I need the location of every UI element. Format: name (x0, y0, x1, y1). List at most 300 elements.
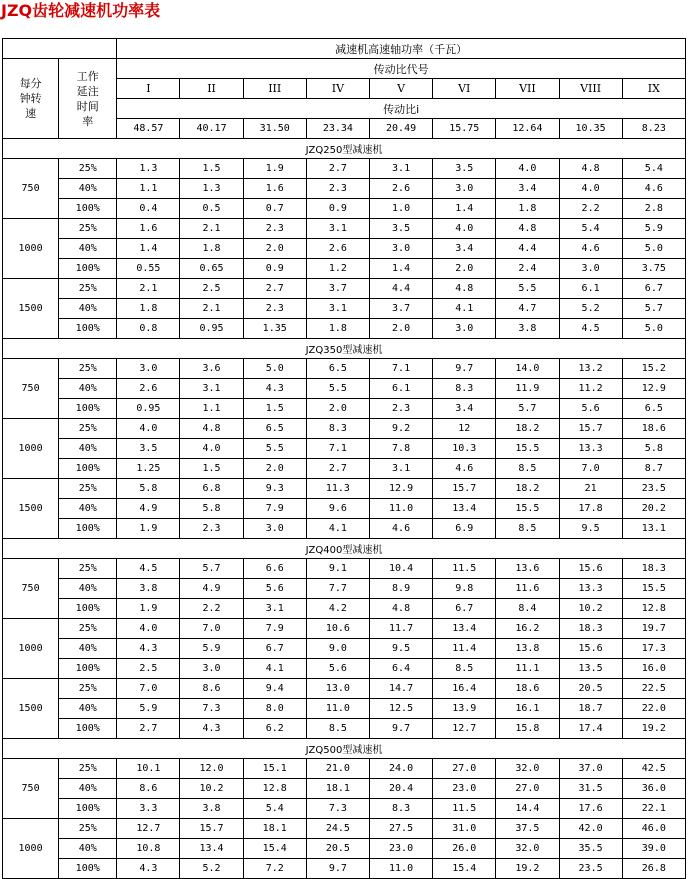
duty-cell: 40% (59, 579, 117, 599)
power-value-cell: 21 (559, 479, 622, 499)
power-value-cell: 11.4 (433, 639, 496, 659)
duty-cell: 25% (59, 679, 117, 699)
power-value-cell: 4.9 (180, 579, 243, 599)
power-value-cell: 11.0 (306, 699, 369, 719)
power-value-cell: 13.5 (559, 659, 622, 679)
power-value-cell: 3.75 (622, 259, 685, 279)
power-value-cell: 15.7 (559, 419, 622, 439)
power-value-cell: 4.1 (243, 659, 306, 679)
power-value-cell: 5.0 (243, 359, 306, 379)
power-value-cell: 5.9 (622, 219, 685, 239)
power-value-cell: 3.7 (306, 279, 369, 299)
duty-cell: 40% (59, 839, 117, 859)
power-value-cell: 11.7 (369, 619, 432, 639)
power-value-cell: 31.0 (433, 819, 496, 839)
power-value-cell: 6.4 (369, 659, 432, 679)
power-value-cell: 8.7 (622, 459, 685, 479)
power-value-cell: 1.0 (369, 199, 432, 219)
power-value-cell: 13.8 (496, 639, 559, 659)
ratio-value-cell: 10.35 (559, 119, 622, 139)
power-value-cell: 8.3 (433, 379, 496, 399)
rpm-cell: 750 (3, 759, 59, 819)
power-value-cell: 7.7 (306, 579, 369, 599)
rpm-cell: 1000 (3, 419, 59, 479)
power-value-cell: 8.4 (496, 599, 559, 619)
power-value-cell: 6.2 (243, 719, 306, 739)
power-value-cell: 1.6 (243, 179, 306, 199)
power-title: 减速机高速轴功率（千瓦） (117, 39, 686, 59)
power-value-cell: 11.0 (369, 499, 432, 519)
duty-cell: 40% (59, 179, 117, 199)
ratio-value-cell: 48.57 (117, 119, 180, 139)
power-value-cell: 17.3 (622, 639, 685, 659)
power-value-cell: 8.6 (117, 779, 180, 799)
duty-cell: 25% (59, 479, 117, 499)
power-value-cell: 2.3 (180, 519, 243, 539)
page-title: JZQ齿轮减速机功率表 (1, 1, 161, 20)
power-value-cell: 1.3 (180, 179, 243, 199)
table-row (3, 479, 686, 499)
power-value-cell: 12.0 (180, 759, 243, 779)
duty-cell: 100% (59, 199, 117, 219)
ratio-code-cell: I (117, 79, 180, 99)
power-value-cell: 15.7 (433, 479, 496, 499)
power-value-cell: 2.7 (306, 159, 369, 179)
power-value-cell: 20.2 (622, 499, 685, 519)
power-value-cell: 15.5 (496, 439, 559, 459)
power-value-cell: 3.4 (496, 179, 559, 199)
table-row (3, 819, 686, 839)
power-value-cell: 9.2 (369, 419, 432, 439)
power-value-cell: 4.0 (496, 159, 559, 179)
power-value-cell: 4.0 (117, 619, 180, 639)
power-value-cell: 21.0 (306, 759, 369, 779)
power-value-cell: 15.6 (559, 639, 622, 659)
power-value-cell: 9.1 (306, 559, 369, 579)
duty-cell: 100% (59, 259, 117, 279)
power-value-cell: 15.4 (433, 859, 496, 879)
power-value-cell: 18.2 (496, 479, 559, 499)
power-value-cell: 20.4 (369, 779, 432, 799)
duty-cell: 25% (59, 819, 117, 839)
power-value-cell: 3.8 (496, 319, 559, 339)
power-value-cell: 8.9 (369, 579, 432, 599)
duty-cell: 40% (59, 639, 117, 659)
table-row (3, 699, 686, 719)
power-value-cell: 2.1 (117, 279, 180, 299)
power-value-cell: 5.6 (559, 399, 622, 419)
power-value-cell: 4.0 (433, 219, 496, 239)
power-value-cell: 4.1 (433, 299, 496, 319)
power-value-cell: 16.4 (433, 679, 496, 699)
power-value-cell: 1.5 (243, 399, 306, 419)
rpm-cell: 750 (3, 159, 59, 219)
power-value-cell: 2.0 (243, 459, 306, 479)
power-value-cell: 5.7 (622, 299, 685, 319)
power-value-cell: 4.8 (496, 219, 559, 239)
power-value-cell: 10.4 (369, 559, 432, 579)
power-value-cell: 7.3 (306, 799, 369, 819)
power-value-cell: 14.7 (369, 679, 432, 699)
table-row (3, 799, 686, 819)
power-value-cell: 11.5 (433, 559, 496, 579)
power-value-cell: 3.1 (369, 159, 432, 179)
power-value-cell: 18.2 (496, 419, 559, 439)
duty-cell: 25% (59, 219, 117, 239)
power-value-cell: 11.1 (496, 659, 559, 679)
power-value-cell: 1.25 (117, 459, 180, 479)
power-value-cell: 12 (433, 419, 496, 439)
power-value-cell: 22.1 (622, 799, 685, 819)
power-value-cell: 8.5 (433, 659, 496, 679)
power-value-cell: 4.8 (559, 159, 622, 179)
power-value-cell: 9.5 (559, 519, 622, 539)
power-value-cell: 1.8 (117, 299, 180, 319)
power-value-cell: 3.0 (180, 659, 243, 679)
power-value-cell: 23.5 (559, 859, 622, 879)
power-value-cell: 3.1 (306, 299, 369, 319)
power-value-cell: 8.5 (496, 459, 559, 479)
power-value-cell: 3.0 (117, 359, 180, 379)
power-value-cell: 5.7 (496, 399, 559, 419)
power-value-cell: 2.0 (369, 319, 432, 339)
power-value-cell: 4.7 (496, 299, 559, 319)
power-value-cell: 8.3 (369, 799, 432, 819)
power-value-cell: 4.1 (306, 519, 369, 539)
power-value-cell: 10.1 (117, 759, 180, 779)
power-value-cell: 3.8 (180, 799, 243, 819)
power-value-cell: 9.7 (433, 359, 496, 379)
table-row (3, 499, 686, 519)
power-value-cell: 5.4 (559, 219, 622, 239)
power-value-cell: 0.7 (243, 199, 306, 219)
power-value-cell: 20.5 (559, 679, 622, 699)
power-value-cell: 0.5 (180, 199, 243, 219)
power-value-cell: 3.7 (369, 299, 432, 319)
duty-cell: 100% (59, 799, 117, 819)
power-value-cell: 35.5 (559, 839, 622, 859)
table-row (3, 639, 686, 659)
power-value-cell: 2.1 (180, 299, 243, 319)
power-value-cell: 2.2 (559, 199, 622, 219)
power-value-cell: 2.3 (369, 399, 432, 419)
power-value-cell: 4.3 (243, 379, 306, 399)
duty-cell: 40% (59, 499, 117, 519)
rpm-cell: 750 (3, 359, 59, 419)
power-value-cell: 24.0 (369, 759, 432, 779)
power-value-cell: 14.0 (496, 359, 559, 379)
duty-header: 工作延注时间率 (59, 59, 117, 139)
power-value-cell: 26.8 (622, 859, 685, 879)
power-value-cell: 1.4 (369, 259, 432, 279)
power-value-cell: 2.5 (180, 279, 243, 299)
power-value-cell: 19.2 (622, 719, 685, 739)
power-value-cell: 4.3 (117, 859, 180, 879)
ratio-value-cell: 20.49 (369, 119, 432, 139)
power-value-cell: 5.8 (117, 479, 180, 499)
power-value-cell: 5.7 (180, 559, 243, 579)
power-value-cell: 46.0 (622, 819, 685, 839)
table-row (3, 459, 686, 479)
duty-cell: 100% (59, 659, 117, 679)
table-row (3, 659, 686, 679)
duty-cell: 100% (59, 319, 117, 339)
power-value-cell: 4.9 (117, 499, 180, 519)
power-value-cell: 1.35 (243, 319, 306, 339)
power-value-cell: 2.3 (243, 299, 306, 319)
power-value-cell: 17.6 (559, 799, 622, 819)
power-value-cell: 12.7 (117, 819, 180, 839)
power-value-cell: 7.1 (369, 359, 432, 379)
duty-cell: 40% (59, 439, 117, 459)
power-value-cell: 0.9 (243, 259, 306, 279)
power-value-cell: 6.6 (243, 559, 306, 579)
power-value-cell: 42.5 (622, 759, 685, 779)
power-value-cell: 31.5 (559, 779, 622, 799)
power-value-cell: 10.2 (559, 599, 622, 619)
power-value-cell: 2.0 (433, 259, 496, 279)
table-row (3, 299, 686, 319)
duty-cell: 100% (59, 459, 117, 479)
ratio-code-label: 传动比代号 (117, 59, 686, 79)
power-value-cell: 2.6 (306, 239, 369, 259)
power-value-cell: 18.7 (559, 699, 622, 719)
power-value-cell: 13.6 (496, 559, 559, 579)
power-value-cell: 18.3 (559, 619, 622, 639)
rpm-cell: 1000 (3, 219, 59, 279)
power-value-cell: 3.8 (117, 579, 180, 599)
power-value-cell: 5.4 (622, 159, 685, 179)
power-value-cell: 10.8 (117, 839, 180, 859)
power-value-cell: 12.8 (622, 599, 685, 619)
power-value-cell: 15.1 (243, 759, 306, 779)
power-value-cell: 9.4 (243, 679, 306, 699)
ratio-code-cell: VII (496, 79, 559, 99)
table-row (3, 399, 686, 419)
power-value-cell: 4.6 (369, 519, 432, 539)
power-value-cell: 6.8 (180, 479, 243, 499)
power-value-cell: 12.9 (622, 379, 685, 399)
power-value-cell: 9.8 (433, 579, 496, 599)
ratio-value-cell: 15.75 (433, 119, 496, 139)
power-value-cell: 2.3 (306, 179, 369, 199)
ratio-value-cell: 12.64 (496, 119, 559, 139)
table-row (3, 279, 686, 299)
power-value-cell: 15.8 (496, 719, 559, 739)
power-value-cell: 4.3 (117, 639, 180, 659)
power-value-cell: 2.7 (117, 719, 180, 739)
ratio-code-cell: IV (306, 79, 369, 99)
power-value-cell: 13.0 (306, 679, 369, 699)
power-value-cell: 4.6 (433, 459, 496, 479)
power-value-cell: 9.7 (306, 859, 369, 879)
power-value-cell: 1.5 (180, 459, 243, 479)
power-value-cell: 6.5 (622, 399, 685, 419)
power-value-cell: 8.5 (306, 719, 369, 739)
power-value-cell: 15.5 (622, 579, 685, 599)
rpm-cell: 1500 (3, 679, 59, 739)
power-value-cell: 5.5 (496, 279, 559, 299)
power-value-cell: 7.2 (243, 859, 306, 879)
power-value-cell: 3.4 (433, 399, 496, 419)
power-value-cell: 5.8 (622, 439, 685, 459)
rpm-cell: 1500 (3, 279, 59, 339)
power-value-cell: 3.0 (433, 179, 496, 199)
ratio-value-cell: 23.34 (306, 119, 369, 139)
power-value-cell: 4.6 (559, 239, 622, 259)
power-value-cell: 1.2 (306, 259, 369, 279)
power-value-cell: 11.9 (496, 379, 559, 399)
power-value-cell: 3.3 (117, 799, 180, 819)
power-value-cell: 6.7 (433, 599, 496, 619)
power-value-cell: 1.1 (180, 399, 243, 419)
power-value-cell: 4.0 (559, 179, 622, 199)
power-value-cell: 13.3 (559, 439, 622, 459)
power-value-cell: 7.0 (117, 679, 180, 699)
power-value-cell: 3.0 (243, 519, 306, 539)
power-value-cell: 0.55 (117, 259, 180, 279)
power-value-cell: 12.9 (369, 479, 432, 499)
section-title: JZQ400型减速机 (3, 539, 686, 559)
power-value-cell: 2.7 (243, 279, 306, 299)
power-value-cell: 4.5 (559, 319, 622, 339)
table-row (3, 719, 686, 739)
section-title: JZQ350型减速机 (3, 339, 686, 359)
power-value-cell: 4.5 (117, 559, 180, 579)
power-value-cell: 1.6 (117, 219, 180, 239)
power-value-cell: 23.0 (433, 779, 496, 799)
power-value-cell: 7.1 (306, 439, 369, 459)
power-value-cell: 4.6 (622, 179, 685, 199)
power-value-cell: 36.0 (622, 779, 685, 799)
power-value-cell: 37.0 (559, 759, 622, 779)
power-value-cell: 5.9 (117, 699, 180, 719)
power-value-cell: 3.0 (433, 319, 496, 339)
power-value-cell: 13.4 (433, 499, 496, 519)
power-value-cell: 5.5 (306, 379, 369, 399)
power-value-cell: 37.5 (496, 819, 559, 839)
power-value-cell: 3.0 (369, 239, 432, 259)
table-row (3, 179, 686, 199)
table-row (3, 599, 686, 619)
power-value-cell: 7.9 (243, 499, 306, 519)
power-value-cell: 9.6 (306, 499, 369, 519)
power-value-cell: 4.2 (306, 599, 369, 619)
rpm-cell: 1000 (3, 619, 59, 679)
power-value-cell: 4.8 (369, 599, 432, 619)
duty-cell: 25% (59, 559, 117, 579)
power-value-cell: 10.6 (306, 619, 369, 639)
power-value-cell: 3.1 (243, 599, 306, 619)
ratio-label: 传动比i (117, 99, 686, 119)
power-value-cell: 4.8 (433, 279, 496, 299)
ratio-code-cell: VI (433, 79, 496, 99)
power-value-cell: 22.0 (622, 699, 685, 719)
power-value-cell: 8.0 (243, 699, 306, 719)
power-value-cell: 27.0 (496, 779, 559, 799)
power-value-cell: 9.7 (369, 719, 432, 739)
power-value-cell: 16.2 (496, 619, 559, 639)
power-value-cell: 2.1 (180, 219, 243, 239)
table-row (3, 219, 686, 239)
power-value-cell: 23.0 (369, 839, 432, 859)
table-row (3, 579, 686, 599)
power-value-cell: 1.8 (306, 319, 369, 339)
duty-cell: 25% (59, 279, 117, 299)
power-value-cell: 3.4 (433, 239, 496, 259)
power-value-cell: 2.6 (369, 179, 432, 199)
ratio-value-cell: 8.23 (622, 119, 685, 139)
power-value-cell: 24.5 (306, 819, 369, 839)
power-value-cell: 15.2 (622, 359, 685, 379)
power-value-cell: 6.5 (243, 419, 306, 439)
power-value-cell: 6.1 (559, 279, 622, 299)
power-value-cell: 1.3 (117, 159, 180, 179)
power-value-cell: 15.6 (559, 559, 622, 579)
power-value-cell: 3.5 (369, 219, 432, 239)
power-value-cell: 18.6 (496, 679, 559, 699)
power-value-cell: 4.4 (369, 279, 432, 299)
table-row (3, 199, 686, 219)
power-value-cell: 1.5 (180, 159, 243, 179)
power-value-cell: 1.9 (117, 519, 180, 539)
table-row (3, 779, 686, 799)
table-row (3, 379, 686, 399)
table-row (3, 559, 686, 579)
power-value-cell: 13.1 (622, 519, 685, 539)
power-value-cell: 18.1 (243, 819, 306, 839)
power-value-cell: 9.0 (306, 639, 369, 659)
power-value-cell: 19.2 (496, 859, 559, 879)
power-table (2, 38, 686, 879)
power-value-cell: 5.6 (306, 659, 369, 679)
power-value-cell: 3.1 (306, 219, 369, 239)
power-value-cell: 2.3 (243, 219, 306, 239)
power-value-cell: 4.0 (117, 419, 180, 439)
power-value-cell: 11.5 (433, 799, 496, 819)
table-row (3, 159, 686, 179)
power-value-cell: 1.8 (180, 239, 243, 259)
power-value-cell: 7.0 (180, 619, 243, 639)
duty-cell: 100% (59, 519, 117, 539)
table-row (3, 359, 686, 379)
power-value-cell: 6.7 (243, 639, 306, 659)
power-value-cell: 9.5 (369, 639, 432, 659)
power-value-cell: 15.5 (496, 499, 559, 519)
duty-cell: 25% (59, 419, 117, 439)
rpm-cell: 1000 (3, 819, 59, 879)
table-row (3, 859, 686, 879)
power-value-cell: 1.1 (117, 179, 180, 199)
rpm-cell: 750 (3, 559, 59, 619)
power-value-cell: 4.3 (180, 719, 243, 739)
power-value-cell: 22.5 (622, 679, 685, 699)
duty-cell: 100% (59, 399, 117, 419)
power-value-cell: 12.8 (243, 779, 306, 799)
power-value-cell: 4.0 (180, 439, 243, 459)
power-value-cell: 3.5 (117, 439, 180, 459)
duty-cell: 100% (59, 719, 117, 739)
duty-cell: 25% (59, 359, 117, 379)
power-value-cell: 7.3 (180, 699, 243, 719)
power-value-cell: 3.1 (369, 459, 432, 479)
power-value-cell: 4.4 (496, 239, 559, 259)
power-value-cell: 11.3 (306, 479, 369, 499)
rpm-cell: 1500 (3, 479, 59, 539)
table-row (3, 439, 686, 459)
ratio-value-cell: 40.17 (180, 119, 243, 139)
power-value-cell: 5.4 (243, 799, 306, 819)
